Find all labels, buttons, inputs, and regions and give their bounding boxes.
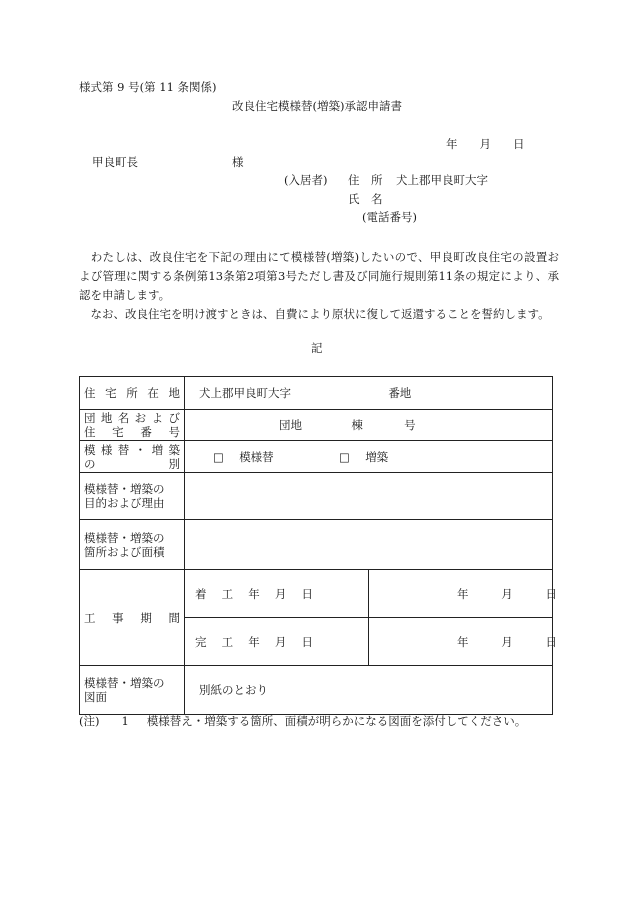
label-char: 工 [84,610,96,625]
applicant-name-label: 氏 名 [348,192,383,206]
table-row [80,410,553,441]
label-char: の [84,456,96,471]
area-field[interactable] [185,520,553,570]
kind-field [185,441,553,473]
label-char: 築 [168,442,180,457]
checkbox-modification[interactable]: □ [213,449,224,464]
year-label: 年 [457,586,469,601]
table-row [80,520,553,570]
label-char: 所 [126,386,138,400]
label-char: 月 [274,634,287,649]
label-char: 月 [274,586,287,601]
month-label: 月 [501,634,513,649]
label-char: お [134,411,147,425]
year-label: 年 [457,634,469,649]
drawing-value: 別紙のとおり [199,683,268,697]
label-start [185,570,369,618]
applicant-tag: (入居者) [284,173,328,187]
body-paragraph-1: わたしは、改良住宅を下記の理由にて模様替(増築)したいので、甲良町改良住宅の設置および管理に関する条例第13条第2項第3号ただし書及び同施行規則第11条の規定により、承認を申請します。 [79,250,559,302]
table-row [80,666,553,715]
label-area [80,520,185,570]
label-char: 団 [84,411,96,425]
drawing-field[interactable] [185,666,553,715]
label-char: 宅 [105,386,117,400]
label-char: 宅 [112,425,124,439]
note-prefix: (注) [79,714,100,728]
label-drawing [80,666,185,715]
banchi-label: 番地 [388,386,412,400]
addressee [92,155,244,169]
label-char: 替 [117,442,130,457]
form-number: 様式第 9 号(第 11 条関係) [79,80,217,94]
note-number: 1 [121,714,129,728]
label-char: 号 [168,425,180,439]
purpose-field[interactable] [185,473,553,520]
label-end [185,618,369,666]
label-line: 図面 [84,690,107,704]
label-char: 工 [221,634,234,649]
label-kind [80,441,185,473]
label-line: 模様替・増築の [84,676,165,690]
label-char: 地 [168,386,180,400]
label-char: 年 [248,634,260,649]
application-date [446,139,525,151]
label-char: 期 [140,610,152,625]
label-char: 事 [112,610,124,625]
label-char: び [168,411,180,425]
label-char: 増 [151,442,164,457]
date-month: 月 [479,137,491,151]
address-prefix: 犬上郡甲良町大字 [199,386,291,400]
table-row [80,377,553,410]
label-char: 番 [140,425,152,439]
label-char: 着 [195,586,207,601]
end-date-field[interactable] [369,618,557,666]
label-char: 様 [100,442,113,457]
label-char: 日 [301,634,313,649]
danchi-label: 団地 [279,418,302,432]
label-line: 箇所および面積 [84,544,165,559]
danchi-field[interactable] [185,410,553,441]
label-char: 年 [248,586,260,601]
table-row [80,570,553,618]
label-char: 地 [100,411,113,425]
day-label: 日 [545,586,557,601]
option-modification-label: 模様替 [239,449,274,464]
note-text: 模様替え・増築する箇所、面積が明らかになる図面を添付してください。 [146,714,527,728]
application-body [79,248,559,324]
applicant-phone-label: (電話番号) [362,210,417,224]
label-purpose [80,473,185,520]
label-danchi [80,410,185,441]
label-char: 工 [221,586,234,601]
footnote [79,716,526,728]
date-year: 年 [446,137,458,151]
label-char: 間 [168,610,180,625]
day-label: 日 [545,634,557,649]
label-char: 名 [117,411,130,425]
applicant-address-label: 住 所 [348,173,383,187]
label-char: 在 [147,386,159,400]
label-line: 模様替・増築の [84,530,165,545]
label-line: 模様替・増築の [84,482,165,496]
option-extension-label: 増築 [365,449,389,464]
tou-label: 棟 [351,418,363,432]
gou-label: 号 [404,418,416,432]
table-row [80,473,553,520]
label-char: 住 [84,386,96,400]
checkbox-extension[interactable]: □ [339,449,350,464]
ki-heading: 記 [311,341,323,355]
application-form-table [79,376,557,715]
label-line: 目的および理由 [84,496,165,510]
label-char: 模 [84,442,96,457]
addressee-name: 甲良町長 [92,155,138,169]
table-row [80,441,553,473]
label-char: ・ [134,442,147,457]
applicant-address-value: 犬上郡甲良町大字 [396,173,488,187]
label-char: 日 [301,586,313,601]
label-char: 別 [168,456,180,471]
address-field[interactable] [185,377,553,410]
honorific: 様 [232,155,244,169]
label-char: 住 [84,425,96,439]
document-title: 改良住宅模様替(増築)承認申請書 [232,99,402,113]
start-date-field[interactable] [369,570,557,618]
date-day: 日 [513,137,525,151]
label-address [80,377,185,410]
label-char: 完 [195,634,207,649]
label-period [80,570,185,666]
body-paragraph-2: なお、改良住宅を明け渡すときは、自費により原状に復して返還することを誓約します。 [79,307,550,321]
label-char: よ [151,411,164,425]
month-label: 月 [501,586,513,601]
